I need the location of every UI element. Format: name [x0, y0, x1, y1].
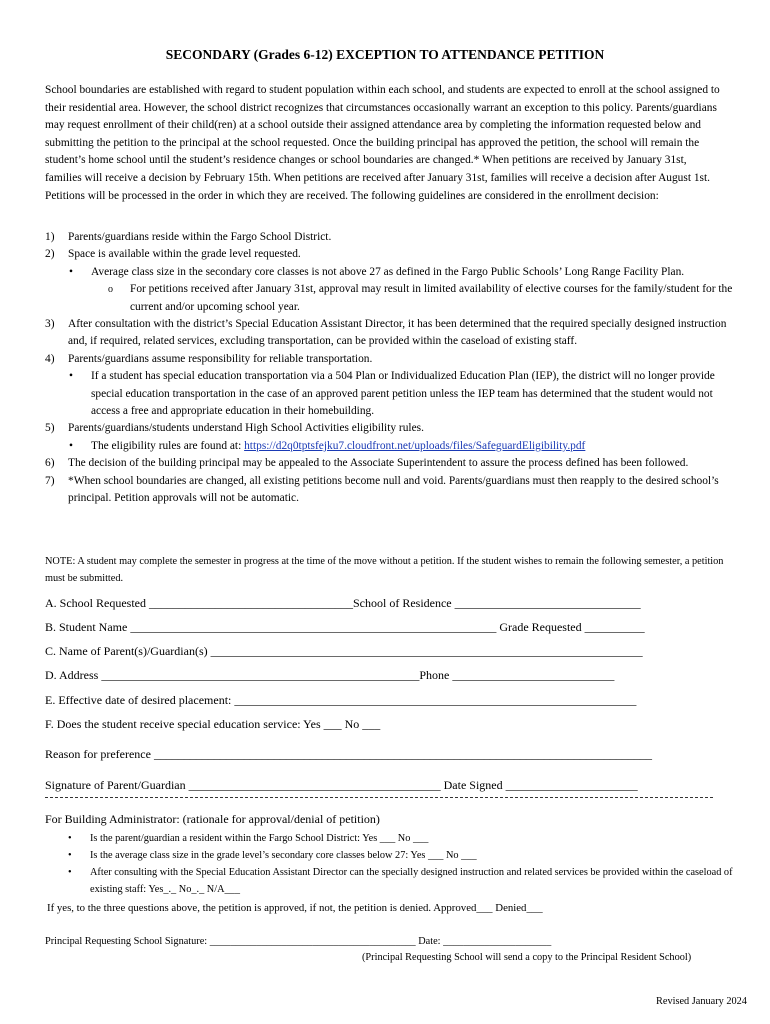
eligibility-rules-link[interactable]: https://d2q0tptsfejku7.cloudfront.net/uploads/files/SafeguardEligibility.pdf	[244, 439, 586, 452]
guideline-number: 5)	[45, 422, 55, 435]
admin-question-2[interactable]	[45, 847, 750, 864]
guideline-1	[45, 229, 735, 246]
guideline-2-subbullet	[45, 281, 735, 316]
special-education-question[interactable]: F. Does the student receive special education service: Yes ___ No ___	[45, 717, 381, 731]
guideline-5-bullet	[45, 438, 735, 455]
revision-date: Revised January 2024	[656, 996, 747, 1007]
page-title: SECONDARY (Grades 6-12) EXCEPTION TO ATTENDANCE PETITION	[165, 47, 605, 62]
guideline-3	[45, 316, 735, 351]
bullet-icon: •	[69, 370, 73, 383]
bullet-text: If a student has special education transportation via a 504 Plan or Individualized Education Plan (IEP), the district will no longer provide special education transportation in the case of an approved parent petition unless the IEP team has determined that the student would not access a free and appropriate education in their homebuilding.	[91, 370, 715, 418]
guideline-text: The decision of the building principal may be appealed to the Associate Superintendent to assure the process defined has been followed.	[68, 457, 689, 470]
guideline-number: 4)	[45, 352, 55, 365]
guideline-4-bullet	[45, 368, 735, 420]
principal-note: (Principal Requesting School will send a copy to the Principal Resident School)	[362, 952, 692, 963]
guideline-6	[45, 455, 735, 472]
effective-date-field[interactable]: E. Effective date of desired placement: ___________________________________________________________________	[45, 693, 637, 707]
administrator-header: For Building Administrator: (rationale for approval/denial of petition)	[45, 812, 380, 826]
student-name-field[interactable]: B. Student Name _____________________________________________________________ Grade Requested __________	[45, 620, 645, 634]
guideline-2-bullet	[45, 264, 735, 281]
guideline-4	[45, 351, 735, 368]
guideline-number: 6)	[45, 457, 55, 470]
guideline-number: 3)	[45, 318, 55, 331]
question-text: Is the average class size in the grade level’s secondary core classes below 27: Yes ___ No ___	[90, 850, 477, 861]
guideline-text: Parents/guardians assume responsibility for reliable transportation.	[68, 352, 373, 365]
school-requested-field[interactable]: A. School Requested __________________________________School of Residence _______________________________	[45, 596, 641, 610]
guideline-number: 7)	[45, 474, 55, 487]
guideline-text: Parents/guardians reside within the Fargo School District.	[68, 231, 332, 243]
guideline-text: Parents/guardians/students understand High School Activities eligibility rules.	[68, 422, 424, 435]
admin-question-3[interactable]	[45, 864, 750, 898]
admin-question-1[interactable]	[45, 830, 750, 847]
subbullet-text: For petitions received after January 31st, approval may result in limited availability of elective courses for the family/student for the current and/or upcoming school year.	[130, 283, 733, 313]
administrator-section	[45, 812, 750, 898]
bullet-icon: •	[69, 439, 73, 452]
parent-signature-field[interactable]: Signature of Parent/Guardian __________________________________________ Date Signed ______________________	[45, 778, 638, 792]
guideline-text: Space is available within the grade level requested.	[68, 248, 301, 261]
bullet-icon: •	[68, 867, 72, 878]
bullet-text: The eligibility rules are found at:	[91, 439, 245, 452]
bullet-icon: •	[68, 833, 72, 844]
guidelines-list	[45, 229, 735, 508]
guideline-number: 1)	[45, 231, 55, 243]
question-text: Is the parent/guardian a resident within the Fargo School District: Yes ___ No ___	[90, 833, 429, 844]
reason-field[interactable]: Reason for preference ___________________________________________________________________________________	[45, 747, 652, 761]
bullet-icon: •	[68, 850, 72, 861]
guideline-text: After consultation with the district’s Special Education Assistant Director, it has been determined that the required specially designed instruction and, if required, related services, excluding transportation, can be provided within the caseload of existing staff.	[68, 318, 727, 348]
bullet-icon: •	[69, 265, 73, 278]
intro-paragraph: School boundaries are established with regard to student population within each school, and students are expected to enroll at the school assigned to their residential area. However, the school district recognizes that circumstances occasionally warrant an exception to this policy. Parents/guardians may request enrollment of their child(ren) at a school outside their assigned attendance area by completing the information requested below and submitting the petition to the principal at the school requested. Once the building principal has approved the petition, the school will remain the student’s home school until the student’s residence changes or school boundaries are changed.* When petitions are received by January 31st, families will receive a decision by February 15th. When petitions are received after January 31st, families will receive a decision after August 1st. Petitions will be processed in the order in which they are received. The following guidelines are considered in the enrollment decision:	[45, 84, 720, 202]
guideline-7	[45, 473, 735, 508]
guideline-text: *When school boundaries are changed, all existing petitions become null and void. Parents/guardians must then reapply to the desired school’s principal. Petition approvals will not be automatic.	[68, 474, 719, 505]
principal-signature-field[interactable]: Principal Requesting School Signature: ________________________________________ Date: _____________________	[45, 936, 552, 947]
circle-bullet-icon: o	[108, 284, 113, 296]
approval-line[interactable]: If yes, to the three questions above, the petition is approved, if not, the petition is denied. Approved___ Denied___	[47, 902, 543, 914]
note-text: NOTE: A student may complete the semester in progress at the time of the move without a petition. If the student wishes to remain the following semester, a petition must be submitted.	[45, 556, 724, 584]
question-text: After consulting with the Special Education Assistant Director can the specially designed instruction and related services be provided within the caseload of existing staff: Yes_._ No_._ N/A___	[90, 867, 733, 895]
guideline-2	[45, 246, 735, 263]
address-field[interactable]: D. Address _____________________________________________________Phone ___________________________	[45, 668, 615, 682]
section-divider	[45, 797, 713, 798]
guideline-number: 2)	[45, 248, 55, 261]
guideline-5	[45, 420, 735, 437]
bullet-text: Average class size in the secondary core classes is not above 27 as defined in the Fargo Public Schools’ Long Range Facility Plan.	[91, 265, 685, 278]
parent-name-field[interactable]: C. Name of Parent(s)/Guardian(s) ________________________________________________________________________	[45, 644, 643, 658]
